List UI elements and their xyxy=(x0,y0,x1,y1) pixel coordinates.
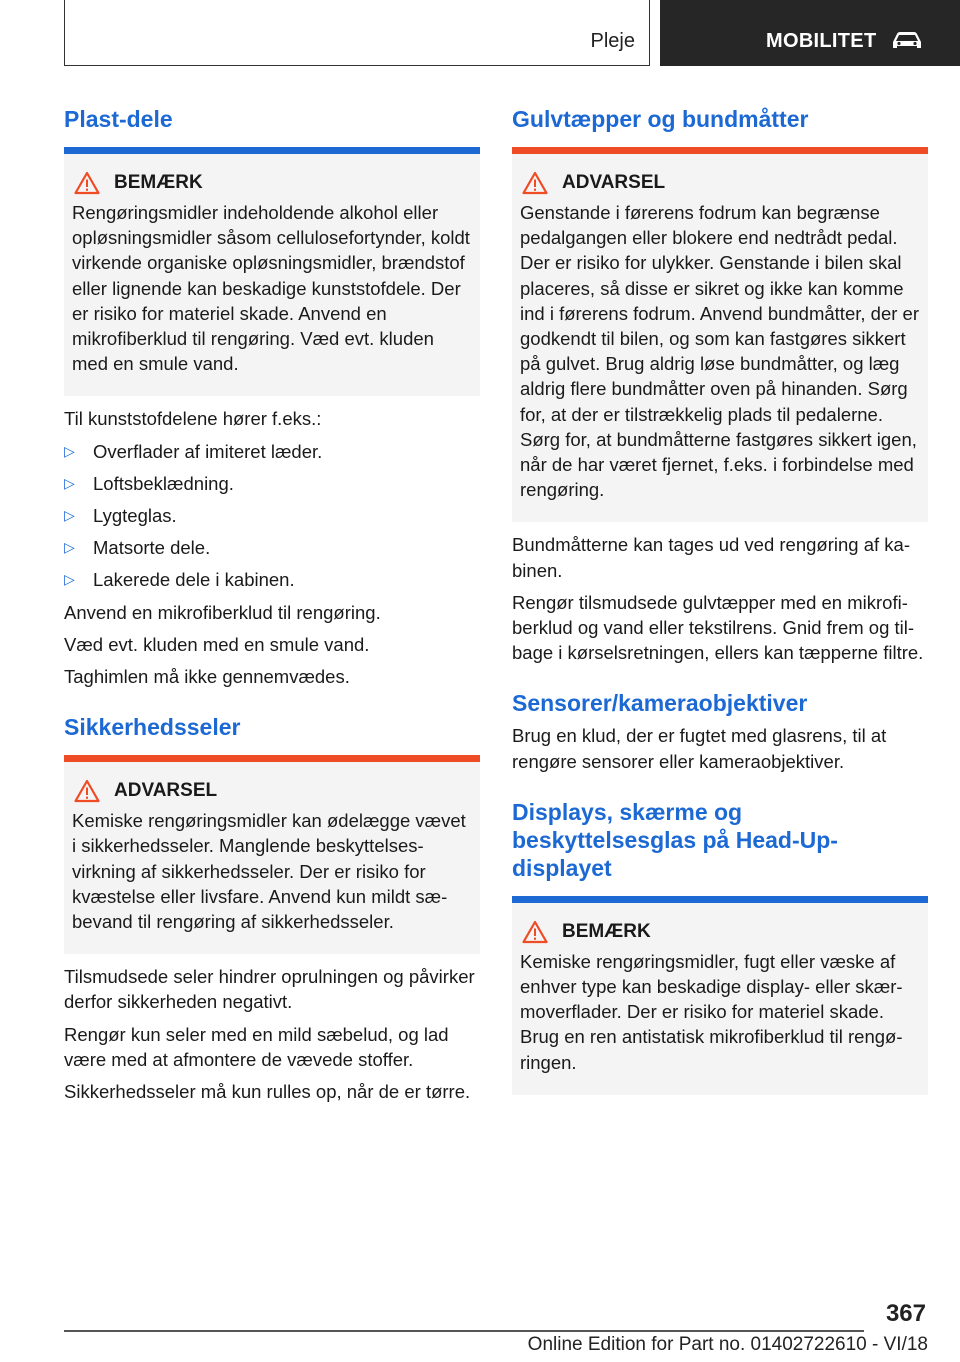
bullet-triangle-icon: ▷ xyxy=(64,507,75,524)
plast-paragraph-3: Taghimlen må ikke gennemvædes. xyxy=(64,666,350,688)
list-item: ▷ Lakerede dele i kabinen. xyxy=(64,567,480,592)
warning-box-gulv xyxy=(512,154,928,522)
notice-text: Kemiske rengøringsmidler, fugt eller væske af enhver type kan beskadige display- eller skærmoverflader. Der er risiko for materiel skade. Brug en ren antistatisk mikrofiberklud til rengøringen. xyxy=(520,950,903,1073)
notice-title-row xyxy=(74,168,472,198)
notice-box-display xyxy=(512,903,928,1095)
warning-text: Genstande i førerens fodrum kan begrænse pedalgangen eller blokere end nedtrådt pedal. Der er risiko for ulykker. Genstande i bilen skal placeres, så disse er sikret og ikke kan komme ind i førerens fodrum. Anvend bundmåtter, der er godkendt til bilen, og som kan fastgøres sikkert på gulvet. Brug aldrig løse bundmåtter, og læg aldrig flere bundmåtter oven på hinanden. Sørg for, at der er tilstrækkelig plads til pedalerne. Sørg for, at bundmåtterne fastgøres sikkert igen, når de har været fjernet, f.eks. i forbindelse med rengøring. xyxy=(520,202,919,501)
warning-title-row xyxy=(74,776,472,806)
plast-intro: Til kunststofdelene hører f.eks.: xyxy=(64,408,322,430)
heading-displays: Displays, skærme og beskyttelsesglas på Head-Up-displayet xyxy=(512,798,838,881)
seler-paragraph-1: Tilsmudsede seler hindrer oprulningen og påvirker derfor sikkerheden negativt. xyxy=(64,966,475,1013)
gulv-paragraph-2: Rengør tilsmudsede gulvtæpper med en mikrofiberklud og vand eller tekstilrens. Gnid frem og tilbage i kørselsretningen, ellers kan tæpperne filtre. xyxy=(512,591,924,664)
list-item: ▷ Lygteglas. xyxy=(64,503,480,528)
bullet-triangle-icon: ▷ xyxy=(64,442,75,459)
heading-rule xyxy=(64,147,480,154)
list-item: ▷ Overflader af imiteret læder. xyxy=(64,439,480,464)
chapter-title: MOBILITET xyxy=(766,30,877,52)
seler-paragraph-2: Rengør kun seler med en mild sæbelud, og lad være med at afmontere de vævede stoffer. xyxy=(64,1023,449,1070)
bullet-triangle-icon: ▷ xyxy=(64,539,75,556)
section-title: Pleje xyxy=(590,30,635,52)
right-column xyxy=(512,100,928,1095)
heading-sensorer: Sensorer/kameraobjektiver xyxy=(512,690,808,717)
notice-text: Rengøringsmidler indeholdende alkohol eller opløsningsmidler såsom cellulosefortynder, koldt virkende organiske opløsningsmidler, brændstof eller lignende kan beskadige kunststofdele. Der er risiko for materiel skade. Anvend en mikrofiberklud til rengøring. Væd evt. kluden med en smule vand. xyxy=(72,202,470,375)
bullet-triangle-icon: ▷ xyxy=(64,474,75,491)
notice-title-row xyxy=(522,917,920,947)
notice-box-plast xyxy=(64,154,480,396)
plast-paragraph-1: Anvend en mikrofiberklud til rengøring. xyxy=(64,601,381,623)
gulv-paragraph-1: Bundmåtterne kan tages ud ved rengøring af kabinen. xyxy=(512,534,910,581)
warning-triangle-icon xyxy=(522,171,548,195)
plast-bullet-list xyxy=(64,439,480,593)
header-section-box xyxy=(64,0,650,66)
header-chapter-box xyxy=(660,0,960,66)
list-item: ▷ Matsorte dele. xyxy=(64,535,480,560)
warning-box-seler xyxy=(64,762,480,954)
notice-title: BEMÆRK xyxy=(114,172,203,193)
list-item: ▷ Loftsbeklædning. xyxy=(64,471,480,496)
warning-title-row xyxy=(522,168,920,198)
page-number: 367 xyxy=(885,1300,926,1327)
warning-triangle-icon xyxy=(522,920,548,944)
notice-title: BEMÆRK xyxy=(562,920,651,942)
heading-sikkerhedsseler: Sikkerhedsseler xyxy=(64,714,241,741)
heading-rule-warning xyxy=(64,755,480,762)
warning-text: Kemiske rengøringsmidler kan ødelægge vævet i sikkerhedsseler. Manglende beskyttelsesvirkning af sikkerhedsseler. Der er risiko for kvæstelse eller livsfare. Anvend kun mildt sæbevand til rengøring af sikkerhedsseler. xyxy=(72,810,466,933)
footer-edition: Online Edition for Part no. 01402722610 - VI/18 xyxy=(527,1334,928,1355)
bullet-triangle-icon: ▷ xyxy=(64,571,75,588)
warning-triangle-icon xyxy=(74,779,100,803)
car-icon xyxy=(890,28,924,52)
left-column xyxy=(64,100,480,1104)
heading-plast-dele: Plast-dele xyxy=(64,106,173,132)
page-header xyxy=(0,0,960,66)
warning-title: ADVARSEL xyxy=(562,172,666,193)
plast-paragraph-2: Væd evt. kluden med en smule vand. xyxy=(64,633,370,655)
warning-title: ADVARSEL xyxy=(114,780,218,802)
sensor-paragraph-1: Brug en klud, der er fugtet med glasrens, til at rengøre sensorer eller kameraobjektiver. xyxy=(512,725,887,772)
footer-divider xyxy=(64,1330,864,1332)
heading-rule-warning xyxy=(512,147,928,154)
heading-gulvtaepper: Gulvtæpper og bundmåtter xyxy=(512,106,809,132)
seler-paragraph-3: Sikkerhedsseler må kun rulles op, når de er tørre. xyxy=(64,1081,471,1103)
heading-rule xyxy=(512,896,928,903)
warning-triangle-icon xyxy=(74,171,100,195)
